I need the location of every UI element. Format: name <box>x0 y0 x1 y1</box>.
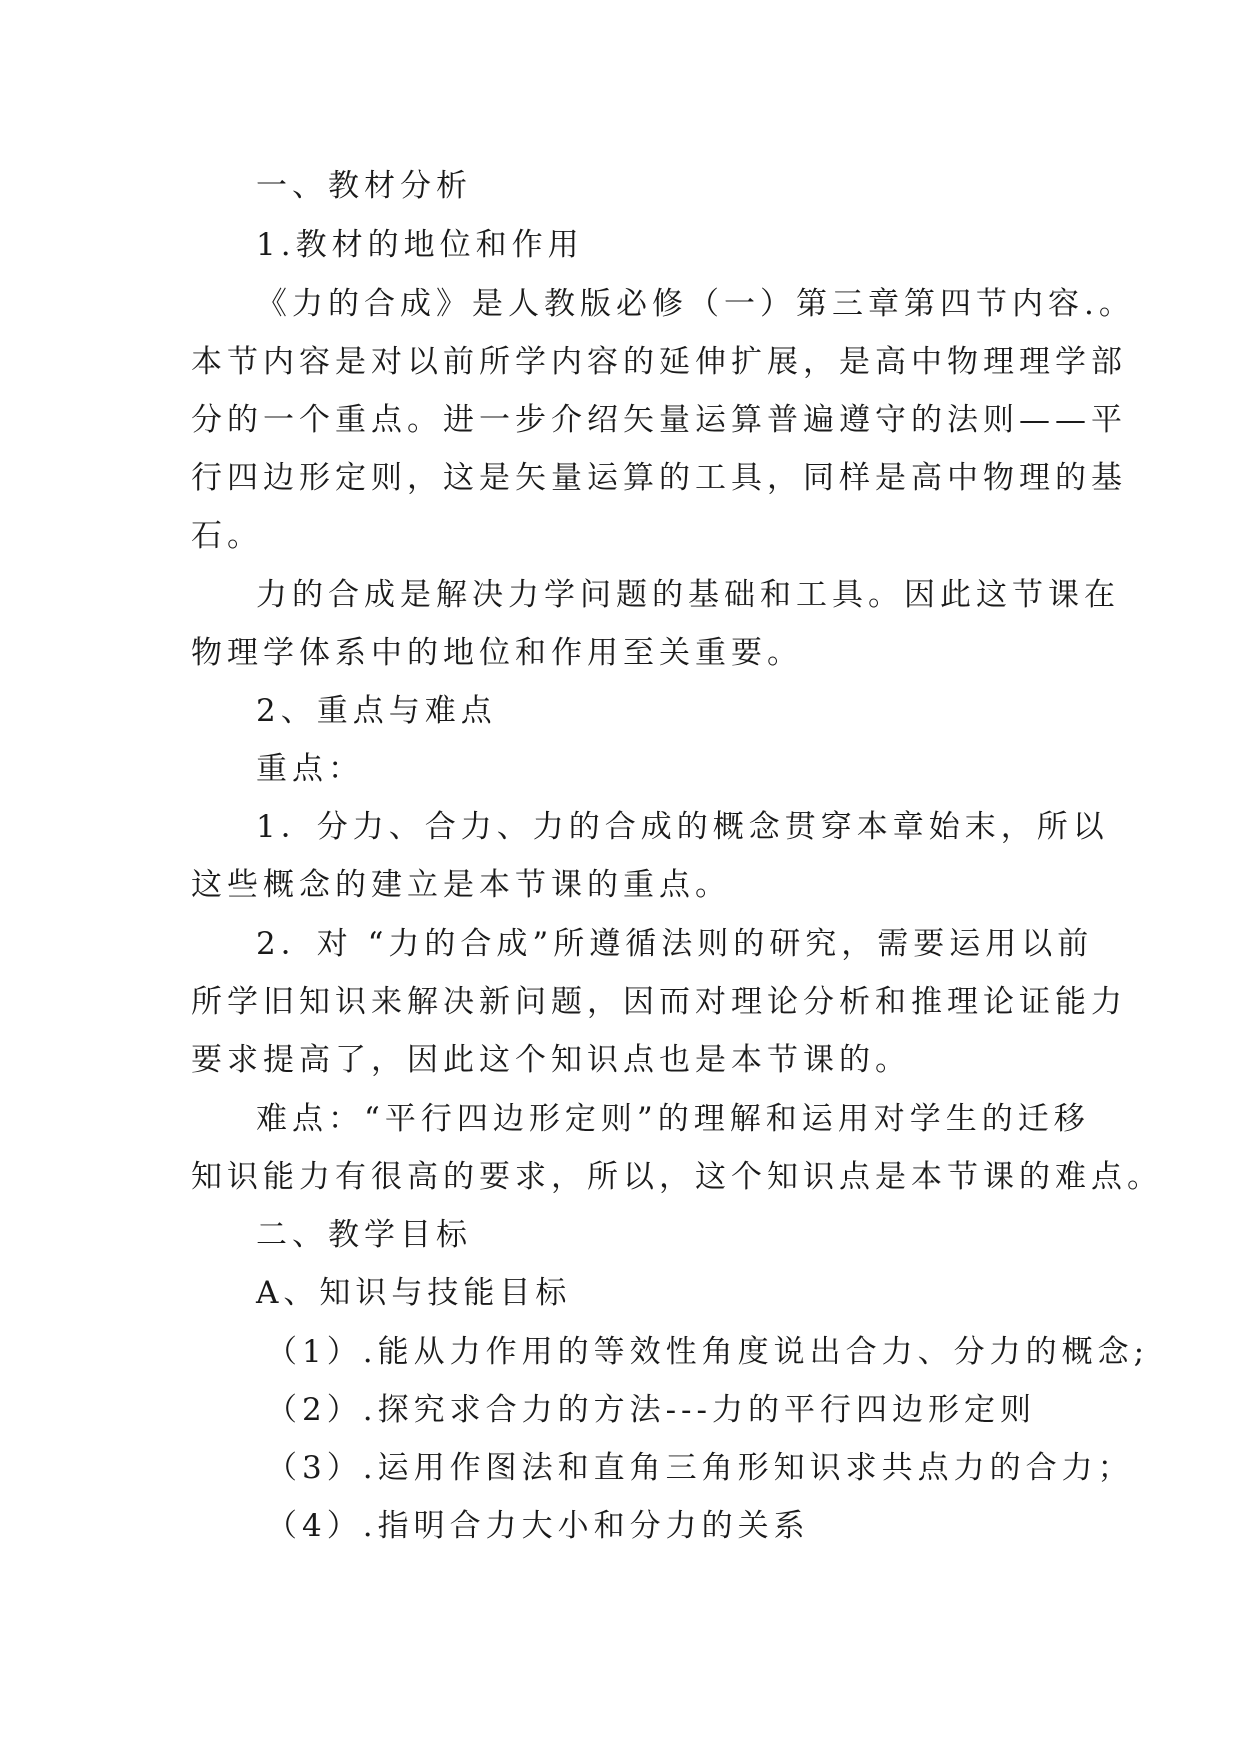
list-item-line: 要求提高了，因此这个知识点也是本节课的。 <box>191 1042 911 1078</box>
objective-item: （3）.运用作图法和直角三角形知识求共点力的合力； <box>266 1450 1134 1486</box>
list-item-line: 所学旧知识来解决新问题，因而对理论分析和推理论证能力 <box>191 984 1127 1020</box>
list-item-line: 这些概念的建立是本节课的重点。 <box>191 867 731 903</box>
list-item-line: 1．分力、合力、力的合成的概念贯穿本章始末，所以 <box>256 809 1109 845</box>
subheading-knowledge-and-skills: A、知识与技能目标 <box>256 1275 572 1311</box>
paragraph-line: 石。 <box>191 518 263 554</box>
objective-item: （1）.能从力作用的等效性角度说出合力、分力的概念; <box>266 1334 1150 1370</box>
paragraph-line: 知识能力有很高的要求，所以，这个知识点是本节课的难点。 <box>191 1159 1163 1195</box>
paragraph-line: 难点：“平行四边形定则”的理解和运用对学生的迁移 <box>256 1101 1090 1137</box>
objective-item: （4）.指明合力大小和分力的关系 <box>266 1508 810 1544</box>
subheading-status-and-role: 1.教材的地位和作用 <box>256 227 584 263</box>
paragraph-line: 力的合成是解决力学问题的基础和工具。因此这节课在 <box>256 577 1120 613</box>
section-heading-textbook-analysis: 一、教材分析 <box>256 168 472 204</box>
paragraph-line: 本节内容是对以前所学内容的延伸扩展，是高中物理理学部 <box>191 344 1127 380</box>
subheading-key-and-difficult-points: 2、重点与难点 <box>256 693 497 729</box>
paragraph-line: 行四边形定则，这是矢量运算的工具，同样是高中物理的基 <box>191 460 1127 496</box>
list-item-line: 2．对 “力的合成”所遵循法则的研究，需要运用以前 <box>256 926 1094 962</box>
paragraph-line: 《力的合成》是人教版必修（一）第三章第四节内容.。 <box>256 286 1135 322</box>
objective-item: （2）.探究求合力的方法---力的平行四边形定则 <box>266 1392 1036 1428</box>
label-key-points: 重点： <box>256 751 364 787</box>
section-heading-teaching-objectives: 二、教学目标 <box>256 1217 472 1253</box>
paragraph-line: 物理学体系中的地位和作用至关重要。 <box>191 635 803 671</box>
paragraph-line: 分的一个重点。进一步介绍矢量运算普遍遵守的法则——平 <box>191 402 1127 438</box>
